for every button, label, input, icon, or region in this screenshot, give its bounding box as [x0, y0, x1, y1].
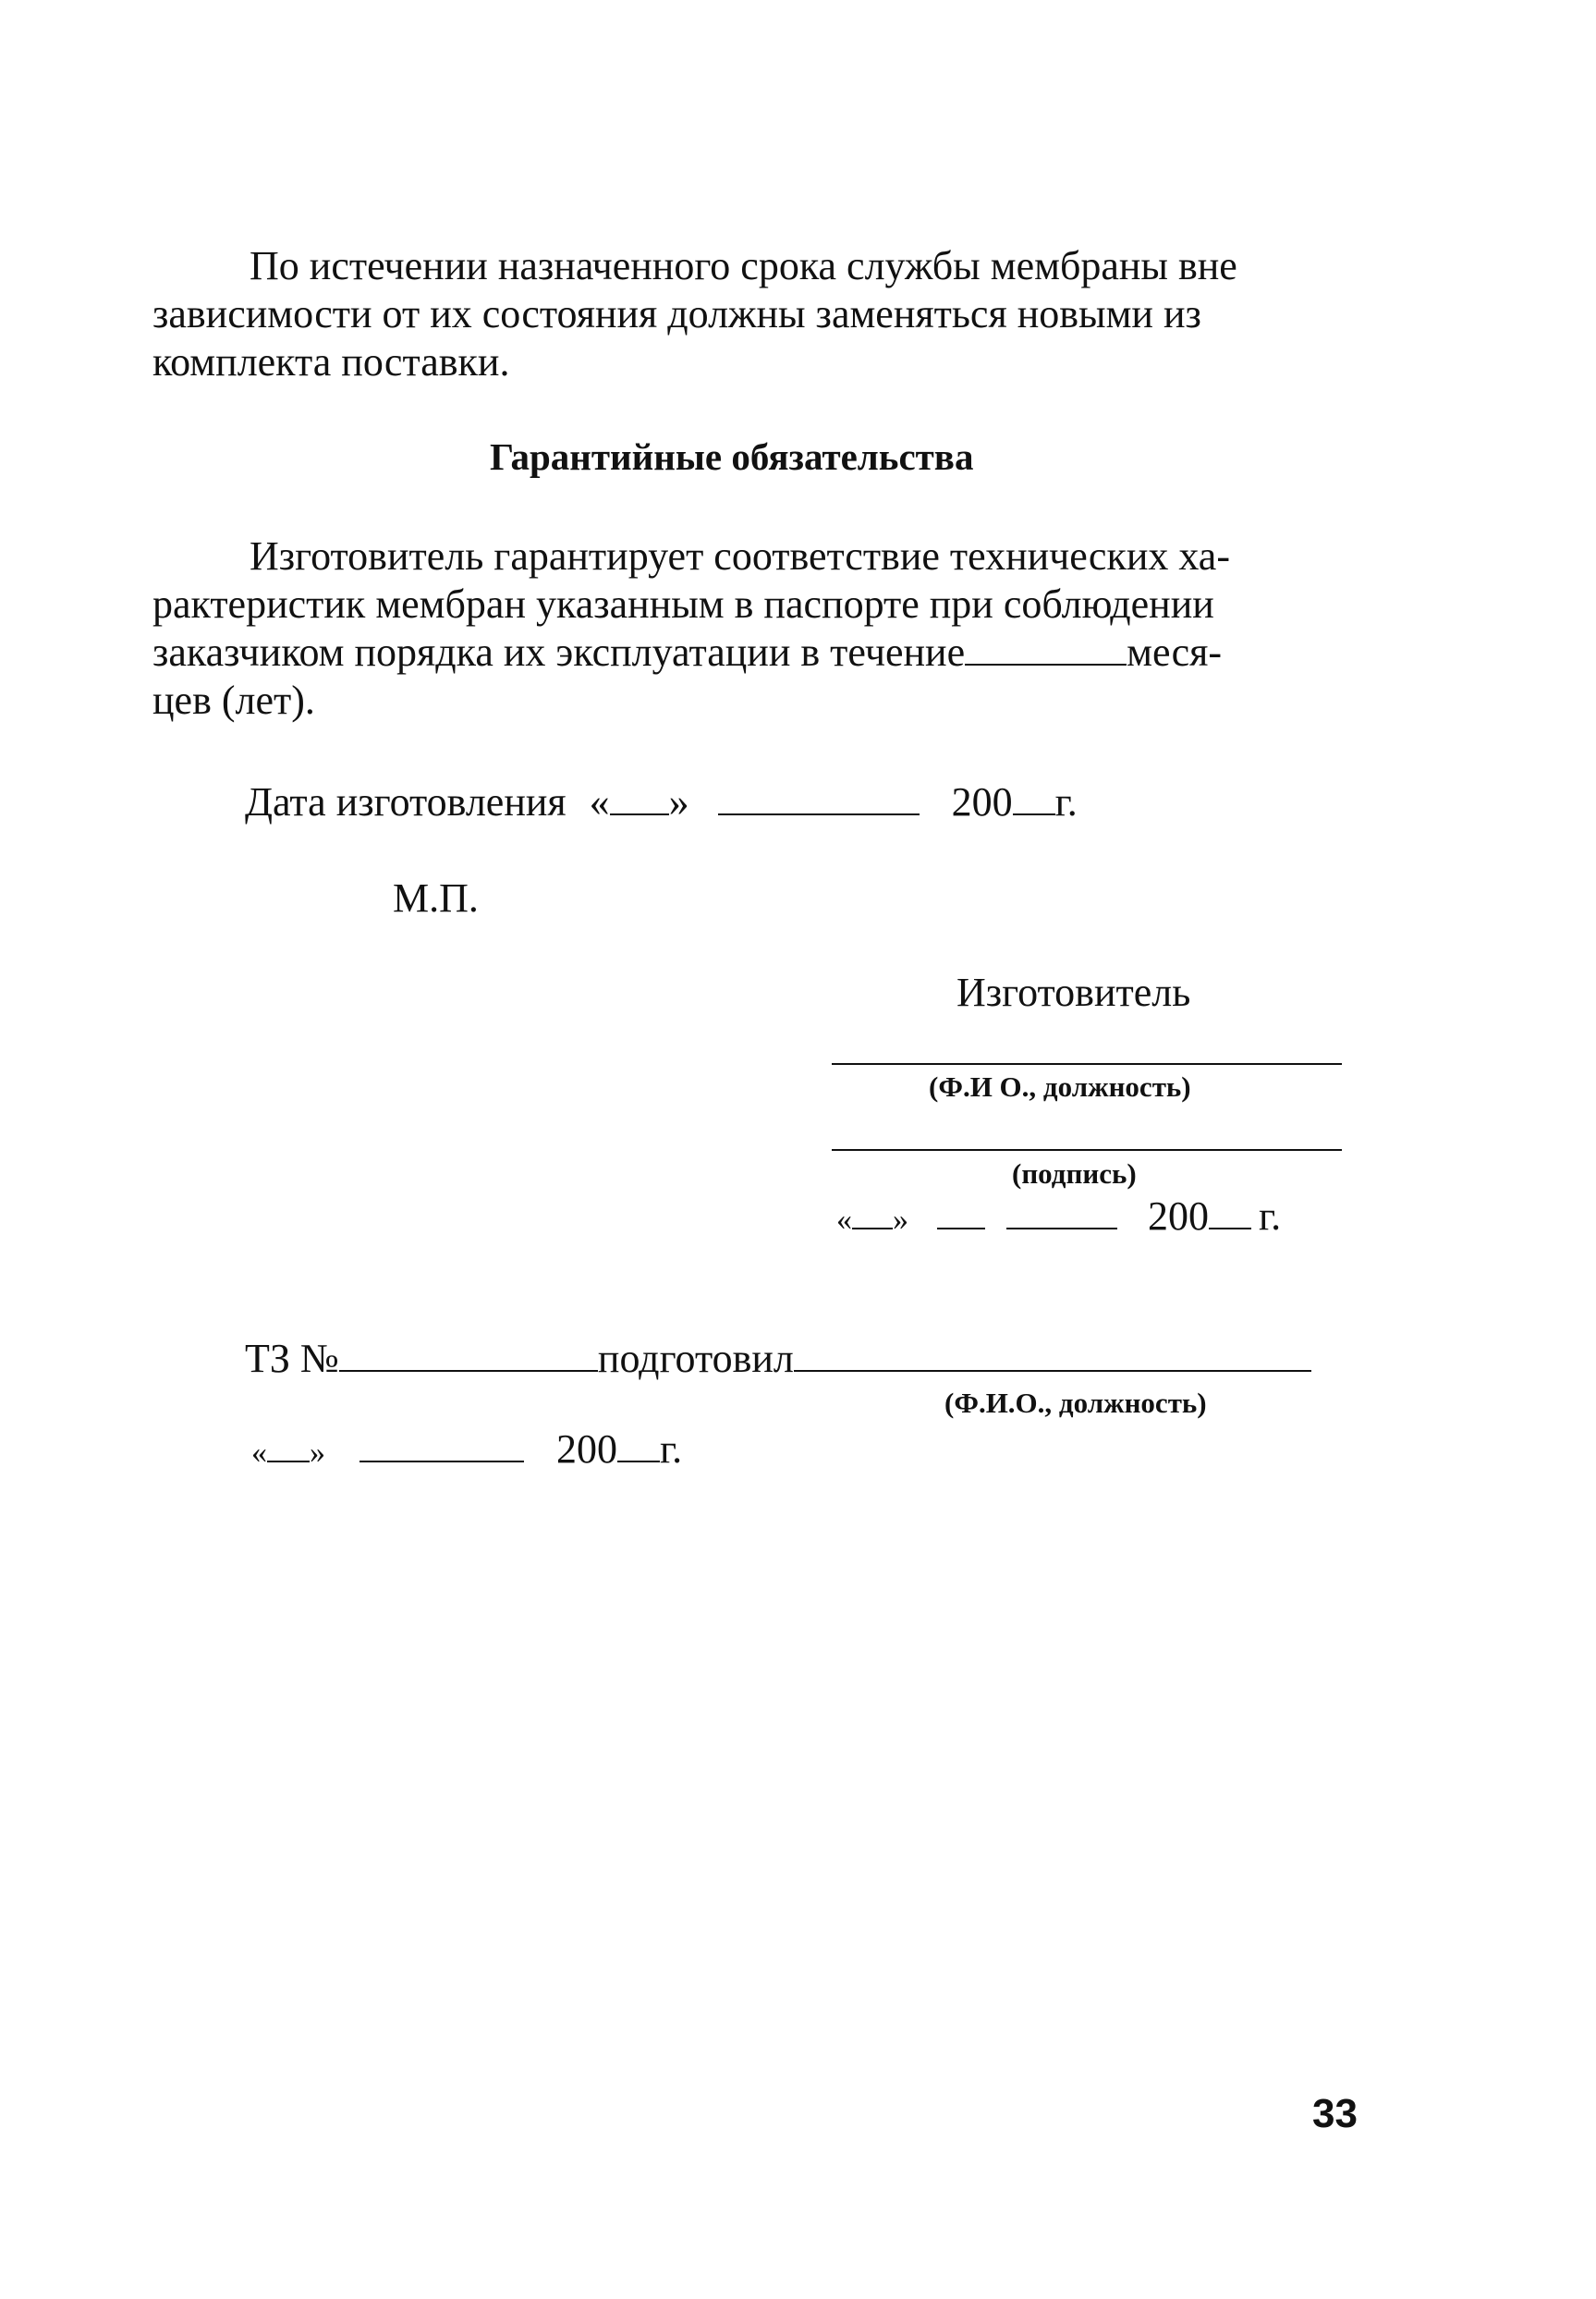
manufacture-year-blank[interactable] — [1013, 780, 1055, 815]
manufacturer-date-line: « » 200 г. — [836, 1193, 1282, 1239]
warranty-line-3: заказчиком порядка их эксплуатации в течение меся- — [152, 630, 1222, 675]
expiry-line-1: По истечении назначенного срока службы мембраны вне — [250, 243, 1237, 288]
tz-prepared-label: подготовил — [597, 1336, 794, 1381]
manufacturer-fio-caption: (Ф.И О., должность) — [929, 1070, 1191, 1103]
tz-month-blank[interactable] — [359, 1427, 524, 1462]
page-number: 33 — [1312, 2091, 1358, 2136]
manufacturer-day-blank[interactable] — [852, 1194, 893, 1229]
tz-label: ТЗ № — [245, 1336, 339, 1381]
stamp-place: М.П. — [393, 875, 479, 921]
tz-date-line: « » 200 г. — [251, 1426, 683, 1472]
manufacturer-month-blank-a[interactable] — [937, 1194, 985, 1229]
manufacturer-fio-line[interactable] — [832, 1063, 1342, 1065]
manufacturer-title: Изготовитель — [956, 970, 1191, 1015]
expiry-paragraph — [152, 242, 1363, 386]
manufacture-month-blank[interactable] — [718, 780, 920, 815]
tz-number-blank[interactable] — [339, 1337, 598, 1372]
manufacturer-month-blank-b[interactable] — [1006, 1194, 1117, 1229]
warranty-paragraph — [152, 532, 1363, 725]
expiry-line-3: комплекта поставки. — [152, 339, 510, 385]
warranty-line-4: цев (лет). — [152, 678, 315, 723]
warranty-line-2: рактеристик мембран указанным в паспорте при соблюдении — [152, 581, 1214, 627]
tz-line — [245, 1335, 1311, 1383]
warranty-line-1: Изготовитель гарантирует соответствие технических ха- — [250, 533, 1230, 579]
tz-prepared-blank[interactable] — [794, 1337, 1311, 1372]
manufacture-day-blank[interactable] — [610, 780, 669, 815]
manufacture-date-label: Дата изготовления — [245, 779, 567, 825]
manufacturer-signature-line[interactable] — [832, 1149, 1342, 1151]
tz-fio-caption: (Ф.И.О., должность) — [944, 1387, 1207, 1419]
manufacture-date-line: Дата изготовления « » 200 г. — [245, 779, 1078, 825]
manufacturer-signature-caption: (подпись) — [1012, 1157, 1137, 1190]
warranty-term-blank[interactable] — [965, 630, 1127, 666]
manufacturer-year-blank[interactable] — [1209, 1194, 1251, 1229]
tz-day-blank[interactable] — [267, 1427, 310, 1462]
tz-year-blank[interactable] — [617, 1427, 660, 1462]
warranty-heading: Гарантийные обязательства — [490, 435, 974, 478]
expiry-line-2: зависимости от их состояния должны заменяться новыми из — [152, 291, 1201, 336]
